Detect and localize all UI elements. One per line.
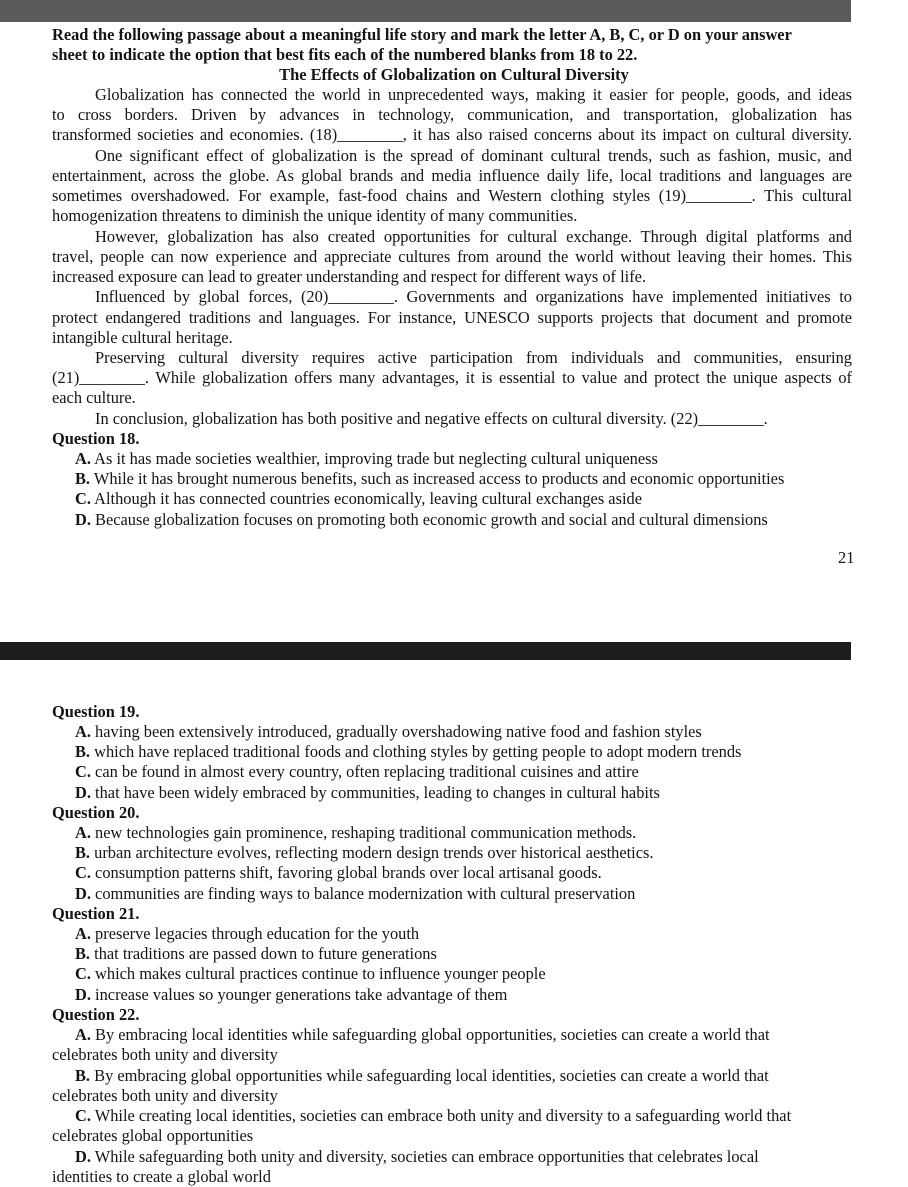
passage-line: Globalization has connected the world in unprecedented ways, making it easier for people, goods, and ideas bbox=[95, 85, 852, 104]
passage-line: intangible cultural heritage. bbox=[52, 328, 233, 347]
option-letter: D. bbox=[75, 985, 91, 1004]
option-continuation: celebrates global opportunities bbox=[52, 1126, 254, 1145]
passage-line: each culture. bbox=[52, 388, 136, 407]
option-letter: D. bbox=[75, 1147, 91, 1166]
answer-option[interactable] bbox=[75, 843, 654, 863]
option-letter: B. bbox=[75, 469, 91, 488]
option-letter: A. bbox=[75, 924, 91, 943]
option-text: Because globalization focuses on promoting both economic growth and social and cultural dimensions bbox=[95, 510, 768, 529]
option-text: communities are finding ways to balance modernization with cultural preservation bbox=[95, 884, 636, 903]
passage-line: increased exposure can lead to greater understanding and respect for different ways of life. bbox=[52, 267, 647, 286]
answer-option[interactable] bbox=[75, 1147, 759, 1167]
option-continuation: celebrates both unity and diversity bbox=[52, 1045, 278, 1064]
option-text: By embracing global opportunities while safeguarding local identities, societies can create a world that bbox=[94, 1066, 769, 1085]
passage-line: travel, people can now experience and appreciate cultures from around the world without leaving their homes. This bbox=[52, 247, 852, 266]
passage-line: Influenced by global forces, (20)________. Governments and organizations have implemented initiatives to bbox=[95, 287, 852, 306]
passage-line: One significant effect of globalization is the spread of dominant cultural trends, such as fashion, music, and bbox=[95, 146, 852, 165]
answer-option[interactable] bbox=[75, 924, 419, 944]
passage-line: Preserving cultural diversity requires active participation from individuals and communities, ensuring bbox=[95, 348, 852, 367]
option-text: While safeguarding both unity and diversity, societies can embrace opportunities that celebrates local bbox=[94, 1147, 759, 1166]
option-letter: C. bbox=[75, 762, 91, 781]
question-label: Question 18. bbox=[52, 429, 140, 448]
instructions-line-2: sheet to indicate the option that best fits each of the numbered blanks from 18 to 22. bbox=[52, 45, 638, 64]
answer-option[interactable] bbox=[75, 449, 658, 469]
option-text: preserve legacies through education for the youth bbox=[95, 924, 420, 943]
option-letter: B. bbox=[75, 742, 91, 761]
page-divider bbox=[0, 642, 851, 660]
option-text: increase values so younger generations take advantage of them bbox=[95, 985, 508, 1004]
option-text: urban architecture evolves, reflecting modern design trends over historical aesthetics. bbox=[94, 843, 654, 862]
option-letter: C. bbox=[75, 863, 91, 882]
option-continuation: celebrates both unity and diversity bbox=[52, 1086, 278, 1105]
option-text: Although it has connected countries economically, leaving cultural exchanges aside bbox=[94, 489, 642, 508]
instructions-line-1: Read the following passage about a meaningful life story and mark the letter A, B, C, or D on your answer bbox=[52, 25, 792, 44]
option-text: While creating local identities, societies can embrace both unity and diversity to a safeguarding world that bbox=[94, 1106, 792, 1125]
question-label: Question 21. bbox=[52, 904, 140, 923]
option-letter: B. bbox=[75, 843, 91, 862]
answer-option[interactable] bbox=[75, 762, 639, 782]
option-letter: D. bbox=[75, 783, 91, 802]
answer-option[interactable] bbox=[75, 510, 768, 530]
passage-line: In conclusion, globalization has both positive and negative effects on cultural diversity. (22)________. bbox=[95, 409, 768, 428]
answer-option[interactable] bbox=[75, 469, 784, 489]
option-letter: B. bbox=[75, 944, 91, 963]
option-text: consumption patterns shift, favoring global brands over local artisanal goods. bbox=[95, 863, 602, 882]
passage-line: to cross borders. Driven by advances in technology, communication, and transportation, globalization has bbox=[52, 105, 852, 124]
question-label: Question 22. bbox=[52, 1005, 140, 1024]
option-continuation: identities to create a global world bbox=[52, 1167, 271, 1186]
passage-line: sometimes overshadowed. For example, fast-food chains and Western clothing styles (19)________. This cultural bbox=[52, 186, 852, 205]
option-letter: C. bbox=[75, 489, 91, 508]
passage-line: homogenization threatens to diminish the unique identity of many communities. bbox=[52, 206, 578, 225]
answer-option[interactable] bbox=[75, 1106, 791, 1126]
answer-option[interactable] bbox=[75, 884, 635, 904]
answer-option[interactable] bbox=[75, 783, 660, 803]
passage-line: transformed societies and economies. (18)________, it has also raised concerns about its impact on cultural diversity. bbox=[52, 125, 852, 144]
option-letter: C. bbox=[75, 1106, 91, 1125]
option-text: can be found in almost every country, often replacing traditional cuisines and attire bbox=[95, 762, 639, 781]
option-text: that have been widely embraced by communities, leading to changes in cultural habits bbox=[95, 783, 660, 802]
answer-option[interactable] bbox=[75, 1025, 770, 1045]
answer-option[interactable] bbox=[75, 985, 507, 1005]
page-number: 21 bbox=[838, 548, 855, 567]
option-letter: A. bbox=[75, 823, 91, 842]
option-text: As it has made societies wealthier, improving trade but neglecting cultural uniqueness bbox=[94, 449, 658, 468]
answer-option[interactable] bbox=[75, 742, 741, 762]
passage-line: However, globalization has also created opportunities for cultural exchange. Through digital platforms and bbox=[95, 227, 852, 246]
option-text: While it has brought numerous benefits, such as increased access to products and economic opportunities bbox=[93, 469, 785, 488]
option-text: By embracing local identities while safeguarding global opportunities, societies can create a world that bbox=[95, 1025, 770, 1044]
option-text: which makes cultural practices continue to influence younger people bbox=[95, 964, 546, 983]
passage-title: The Effects of Globalization on Cultural Diversity bbox=[279, 65, 629, 84]
option-text: that traditions are passed down to future generations bbox=[94, 944, 437, 963]
answer-option[interactable] bbox=[75, 489, 642, 509]
option-text: new technologies gain prominence, reshaping traditional communication methods. bbox=[95, 823, 637, 842]
answer-option[interactable] bbox=[75, 1066, 769, 1086]
option-letter: B. bbox=[75, 1066, 91, 1085]
passage-line: protect endangered traditions and languages. For instance, UNESCO supports projects that document and promote bbox=[52, 308, 852, 327]
answer-option[interactable] bbox=[75, 722, 702, 742]
answer-option[interactable] bbox=[75, 944, 437, 964]
option-text: having been extensively introduced, gradually overshadowing native food and fashion styles bbox=[95, 722, 702, 741]
answer-option[interactable] bbox=[75, 863, 602, 883]
answer-option[interactable] bbox=[75, 964, 546, 984]
answer-option[interactable] bbox=[75, 823, 636, 843]
option-text: which have replaced traditional foods and clothing styles by getting people to adopt modern trends bbox=[94, 742, 742, 761]
top-edge-bar bbox=[0, 0, 851, 22]
passage-line: (21)________. While globalization offers many advantages, it is essential to value and protect the unique aspects of bbox=[52, 368, 852, 387]
option-letter: C. bbox=[75, 964, 91, 983]
option-letter: A. bbox=[75, 449, 91, 468]
question-label: Question 20. bbox=[52, 803, 140, 822]
page-lower bbox=[0, 660, 851, 1186]
page-upper bbox=[0, 22, 855, 642]
option-letter: A. bbox=[75, 1025, 91, 1044]
option-letter: D. bbox=[75, 510, 91, 529]
passage-line: entertainment, across the globe. As global brands and media influence daily life, local traditions and languages are bbox=[52, 166, 852, 185]
option-letter: A. bbox=[75, 722, 91, 741]
question-label: Question 19. bbox=[52, 702, 140, 721]
option-letter: D. bbox=[75, 884, 91, 903]
